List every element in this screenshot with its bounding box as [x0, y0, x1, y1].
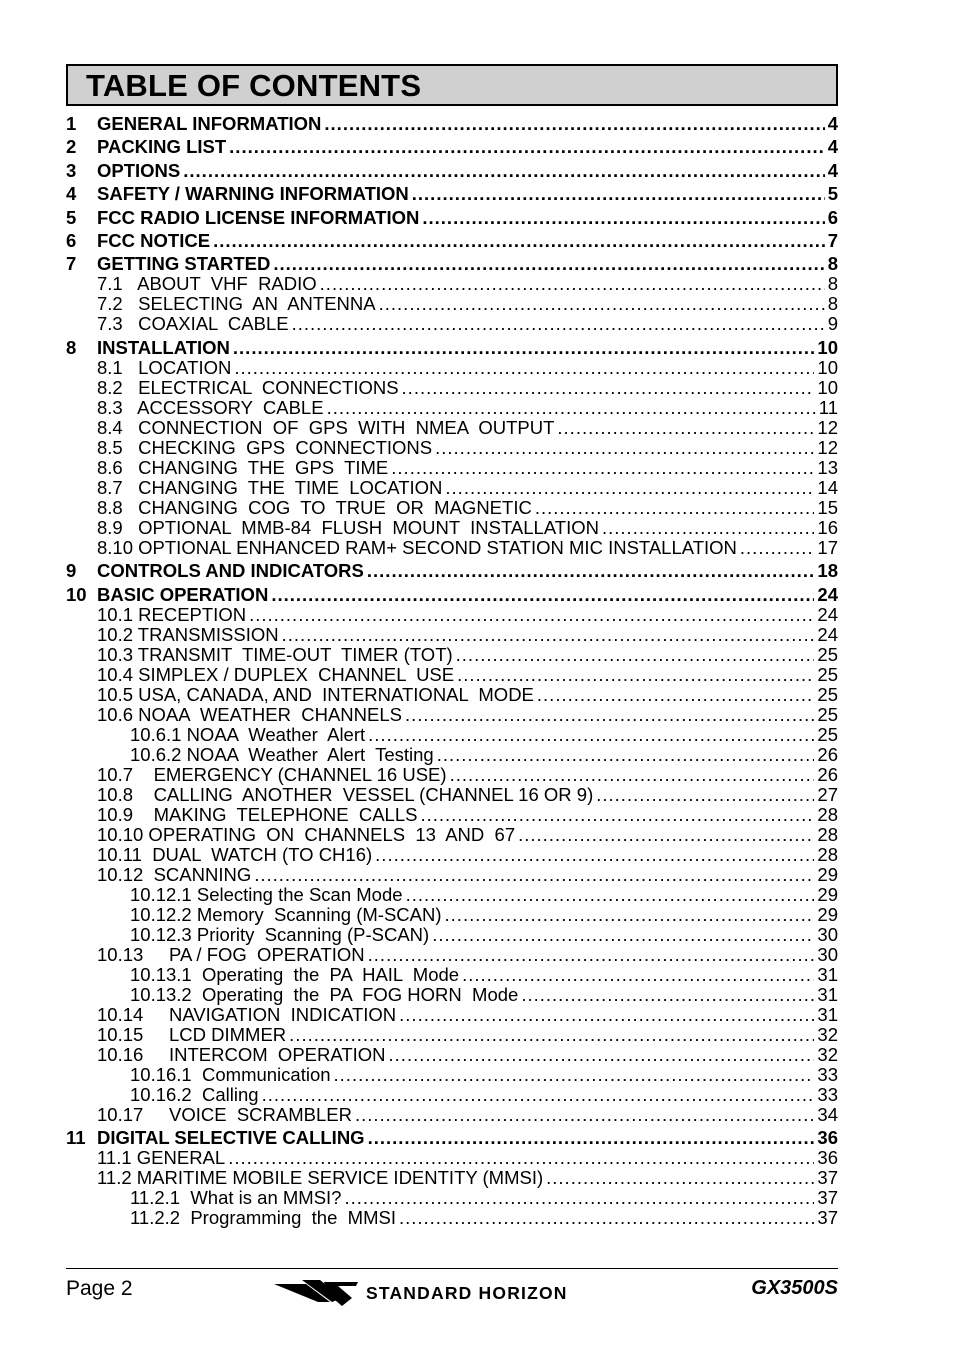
- toc-page-number: 36: [817, 1126, 838, 1148]
- dot-leader: [399, 1005, 814, 1025]
- toc-chapter-number: 3: [66, 159, 77, 181]
- toc-page-number: 25: [817, 723, 838, 745]
- dot-leader: [228, 1148, 814, 1168]
- toc-section-row: [66, 1025, 838, 1045]
- brand-logo: [272, 1278, 634, 1308]
- toc-entry-title: 8.9 OPTIONAL MMB-84 FLUSH MOUNT INSTALLATION: [97, 516, 599, 538]
- dot-leader: [537, 685, 815, 705]
- toc-page-number: 16: [817, 516, 838, 538]
- toc-page-number: 17: [817, 536, 838, 558]
- toc-entry-title: SAFETY / WARNING INFORMATION: [97, 183, 409, 205]
- toc-section-row: [66, 965, 838, 985]
- toc-chapter-number: 10: [66, 583, 87, 605]
- toc-page-number: 30: [817, 943, 838, 965]
- dot-leader: [324, 114, 824, 134]
- toc-page-number: 25: [817, 663, 838, 685]
- dot-leader: [546, 1168, 814, 1188]
- dot-leader: [535, 498, 815, 518]
- toc-page-number: 37: [817, 1206, 838, 1228]
- toc-section-row: [66, 705, 838, 725]
- toc-entry-title: GENERAL INFORMATION: [97, 113, 322, 134]
- dot-leader: [368, 725, 814, 745]
- toc-section-row: [66, 518, 838, 538]
- toc-page-number: 6: [827, 206, 838, 228]
- toc-page-number: 33: [817, 1083, 838, 1105]
- toc-section-row: [66, 1085, 838, 1105]
- toc-entry-title: 10.4 SIMPLEX / DUPLEX CHANNEL USE: [97, 663, 455, 685]
- toc-chapter-number: 8: [66, 336, 77, 358]
- dot-leader: [450, 765, 815, 785]
- toc-entry-title: 10.13.2 Operating the PA FOG HORN Mode: [130, 983, 519, 1005]
- dot-leader: [368, 1128, 815, 1148]
- toc-entry-title: 10.13 PA / FOG OPERATION: [97, 943, 365, 965]
- toc-entry-title: 10.6 NOAA WEATHER CHANNELS: [97, 703, 402, 725]
- toc-entry-title: INSTALLATION: [97, 336, 230, 358]
- toc-entry-title: 10.3 TRANSMIT TIME-OUT TIMER (TOT): [97, 643, 453, 665]
- toc-section-row: [66, 905, 838, 925]
- toc-entry-title: 11.2 MARITIME MOBILE SERVICE IDENTITY (MMSI): [97, 1166, 544, 1188]
- footer-divider: [66, 1268, 838, 1269]
- toc-entry-title: FCC RADIO LICENSE INFORMATION: [97, 206, 420, 228]
- toc-section-row: [66, 685, 838, 705]
- dot-leader: [445, 905, 815, 925]
- page-number: Page 2: [66, 1277, 133, 1300]
- dot-leader: [740, 538, 815, 558]
- toc-entry-title: PACKING LIST: [97, 136, 227, 158]
- toc-chapter-number: 6: [66, 229, 77, 251]
- toc-entry-title: 11.1 GENERAL: [97, 1146, 226, 1168]
- toc-page-number: 15: [817, 496, 838, 518]
- toc-entry-title: 8.10 OPTIONAL ENHANCED RAM+ SECOND STATION MIC INSTALLATION: [97, 536, 737, 558]
- toc-entry-title: 10.13.1 Operating the PA HAIL Mode: [130, 963, 460, 985]
- toc-entry-title: 10.6.2 NOAA Weather Alert Testing: [130, 743, 434, 765]
- toc-page-number: 28: [817, 803, 838, 825]
- toc-section-row: [66, 1105, 838, 1125]
- toc-entry-title: 7.3 COAXIAL CABLE: [97, 313, 289, 335]
- toc-chapter-number: 7: [66, 253, 77, 275]
- toc-page-number: 11: [818, 396, 838, 418]
- toc-section-row: [66, 885, 838, 905]
- toc-page-number: 29: [817, 863, 838, 885]
- toc-page-number: 24: [817, 623, 838, 645]
- toc-section-row: [66, 398, 838, 418]
- toc-entry-title: 10.12.2 Memory Scanning (M-SCAN): [130, 903, 442, 925]
- toc-page-number: 31: [817, 963, 838, 985]
- toc-entry-title: 10.14 NAVIGATION INDICATION: [97, 1003, 397, 1025]
- toc-page-number: 32: [817, 1043, 838, 1065]
- toc-entry-title: 8.2 ELECTRICAL CONNECTIONS: [97, 376, 399, 398]
- dot-leader: [292, 314, 825, 334]
- table-of-contents: [66, 114, 838, 1228]
- toc-section-row: [66, 1168, 838, 1188]
- toc-page-number: 12: [817, 416, 838, 438]
- dot-leader: [521, 985, 814, 1005]
- toc-section-row: [66, 645, 838, 665]
- toc-page-number: 13: [817, 456, 838, 478]
- toc-section-row: [66, 1148, 838, 1168]
- toc-page-number: 34: [817, 1103, 838, 1125]
- toc-section-row: [66, 498, 838, 518]
- dot-leader: [327, 398, 816, 418]
- toc-chapter-row: [66, 254, 838, 274]
- toc-section-row: [66, 625, 838, 645]
- toc-section-row: [66, 825, 838, 845]
- toc-entry-title: 10.12.1 Selecting the Scan Mode: [130, 883, 403, 905]
- model-number: GX3500S: [751, 1277, 838, 1299]
- toc-page-number: 4: [827, 159, 838, 181]
- toc-entry-title: 10.9 MAKING TELEPHONE CALLS: [97, 803, 418, 825]
- toc-section-row: [66, 438, 838, 458]
- toc-page-number: 26: [817, 743, 838, 765]
- toc-page-number: 25: [817, 703, 838, 725]
- toc-entry-title: 10.12 SCANNING: [97, 863, 252, 885]
- toc-entry-title: GETTING STARTED: [97, 253, 271, 275]
- toc-chapter-number: 1: [66, 113, 77, 134]
- toc-entry-title: 10.10 OPERATING ON CHANNELS 13 AND 67: [97, 823, 516, 845]
- toc-section-row: [66, 745, 838, 765]
- dot-leader: [432, 925, 814, 945]
- toc-section-row: [66, 845, 838, 865]
- dot-leader: [412, 184, 825, 204]
- toc-section-row: [66, 378, 838, 398]
- toc-page-number: 5: [827, 183, 838, 205]
- toc-entry-title: 10.5 USA, CANADA, AND INTERNATIONAL MODE: [97, 683, 534, 705]
- dot-leader: [320, 274, 825, 294]
- toc-entry-title: DIGITAL SELECTIVE CALLING: [97, 1126, 365, 1148]
- toc-chapter-number: 9: [66, 560, 77, 582]
- toc-section-row: [66, 314, 838, 334]
- toc-chapter-row: [66, 585, 838, 605]
- toc-section-row: [66, 945, 838, 965]
- toc-page-number: 8: [827, 273, 838, 295]
- toc-section-row: [66, 725, 838, 745]
- toc-chapter-row: [66, 338, 838, 358]
- toc-page-number: 29: [817, 883, 838, 905]
- dot-leader: [254, 865, 814, 885]
- dot-leader: [367, 561, 815, 581]
- toc-page-number: 8: [827, 253, 838, 275]
- dot-leader: [422, 208, 824, 228]
- toc-chapter-number: 4: [66, 183, 77, 205]
- toc-section-row: [66, 538, 838, 558]
- dot-leader: [271, 585, 814, 605]
- toc-entry-title: 10.16.2 Calling: [130, 1083, 259, 1105]
- toc-section-row: [66, 785, 838, 805]
- dot-leader: [406, 885, 815, 905]
- toc-page-number: 32: [817, 1023, 838, 1045]
- toc-chapter-row: [66, 184, 838, 204]
- toc-section-row: [66, 865, 838, 885]
- toc-section-row: [66, 1065, 838, 1085]
- toc-section-row: [66, 1208, 838, 1228]
- toc-entry-title: 8.7 CHANGING THE TIME LOCATION: [97, 476, 443, 498]
- toc-page-number: 31: [817, 1003, 838, 1025]
- toc-page-number: 4: [827, 113, 838, 134]
- dot-leader: [379, 294, 825, 314]
- dot-leader: [602, 518, 814, 538]
- toc-page-number: 37: [817, 1186, 838, 1208]
- dot-leader: [437, 745, 815, 765]
- toc-entry-title: 8.3 ACCESSORY CABLE: [97, 396, 324, 418]
- dot-leader: [445, 478, 814, 498]
- dot-leader: [399, 1208, 814, 1228]
- toc-section-row: [66, 765, 838, 785]
- toc-chapter-row: [66, 208, 838, 228]
- toc-section-row: [66, 665, 838, 685]
- brand-wave-icon: [272, 1278, 364, 1308]
- dot-leader: [389, 1045, 815, 1065]
- toc-entry-title: 8.5 CHECKING GPS CONNECTIONS: [97, 436, 433, 458]
- toc-entry-title: 8.8 CHANGING COG TO TRUE OR MAGNETIC: [97, 496, 532, 518]
- toc-chapter-row: [66, 114, 838, 134]
- toc-section-row: [66, 274, 838, 294]
- toc-entry-title: 10.7 EMERGENCY (CHANNEL 16 USE): [97, 763, 447, 785]
- dot-leader: [344, 1188, 814, 1208]
- toc-page-number: 29: [817, 903, 838, 925]
- toc-chapter-row: [66, 137, 838, 157]
- toc-entry-title: 10.16.1 Communication: [130, 1063, 331, 1085]
- dot-leader: [334, 1065, 815, 1085]
- dot-leader: [289, 1025, 814, 1045]
- toc-section-row: [66, 1005, 838, 1025]
- toc-page-number: 9: [827, 313, 838, 335]
- toc-entry-title: 10.8 CALLING ANOTHER VESSEL (CHANNEL 16 OR 9): [97, 783, 594, 805]
- dot-leader: [183, 161, 824, 181]
- toc-chapter-number: 5: [66, 206, 77, 228]
- dot-leader: [462, 965, 814, 985]
- toc-entry-title: 8.1 LOCATION: [97, 356, 232, 378]
- toc-section-row: [66, 605, 838, 625]
- toc-section-row: [66, 358, 838, 378]
- brand-name: STANDARD HORIZON: [366, 1283, 568, 1303]
- toc-entry-title: BASIC OPERATION: [97, 583, 269, 605]
- toc-page-number: 28: [817, 843, 838, 865]
- toc-section-row: [66, 294, 838, 314]
- toc-entry-title: 10.1 RECEPTION: [97, 603, 247, 625]
- toc-page-number: 25: [817, 643, 838, 665]
- dot-leader: [375, 845, 814, 865]
- toc-section-row: [66, 805, 838, 825]
- dot-leader: [262, 1085, 815, 1105]
- dot-leader: [249, 605, 814, 625]
- dot-leader: [405, 705, 814, 725]
- toc-page-number: 25: [817, 683, 838, 705]
- dot-leader: [402, 378, 815, 398]
- toc-page-number: 4: [827, 136, 838, 158]
- toc-entry-title: 8.6 CHANGING THE GPS TIME: [97, 456, 389, 478]
- dot-leader: [355, 1105, 814, 1125]
- toc-entry-title: 10.11 DUAL WATCH (TO CH16): [97, 843, 373, 865]
- dot-leader: [518, 825, 814, 845]
- toc-entry-title: OPTIONS: [97, 159, 181, 181]
- toc-section-row: [66, 925, 838, 945]
- toc-page-number: 37: [817, 1166, 838, 1188]
- toc-section-row: [66, 418, 838, 438]
- toc-chapter-number: 2: [66, 136, 77, 158]
- toc-entry-title: 10.15 LCD DIMMER: [97, 1023, 287, 1045]
- dot-leader: [368, 945, 815, 965]
- toc-page-number: 18: [817, 560, 838, 582]
- toc-entry-title: CONTROLS AND INDICATORS: [97, 560, 364, 582]
- dot-leader: [420, 805, 814, 825]
- dot-leader: [596, 785, 814, 805]
- toc-chapter-row: [66, 561, 838, 581]
- toc-title-box: [66, 64, 838, 106]
- toc-section-row: [66, 458, 838, 478]
- toc-chapter-row: [66, 1128, 838, 1148]
- toc-page-number: 24: [817, 603, 838, 625]
- toc-page-number: 36: [817, 1146, 838, 1168]
- toc-chapter-row: [66, 161, 838, 181]
- toc-entry-title: FCC NOTICE: [97, 229, 211, 251]
- dot-leader: [234, 358, 814, 378]
- toc-entry-title: 7.1 ABOUT VHF RADIO: [97, 273, 317, 295]
- toc-entry-title: 10.2 TRANSMISSION: [97, 623, 279, 645]
- toc-page-number: 31: [817, 983, 838, 1005]
- toc-section-row: [66, 1188, 838, 1208]
- toc-entry-title: 7.2 SELECTING AN ANTENNA: [97, 293, 376, 315]
- dot-leader: [391, 458, 814, 478]
- toc-section-row: [66, 478, 838, 498]
- toc-page-number: 12: [817, 436, 838, 458]
- toc-page-number: 33: [817, 1063, 838, 1085]
- toc-section-row: [66, 985, 838, 1005]
- toc-entry-title: 10.6.1 NOAA Weather Alert: [130, 723, 366, 745]
- toc-page-number: 10: [817, 336, 838, 358]
- toc-entry-title: 10.17 VOICE SCRAMBLER: [97, 1103, 352, 1125]
- dot-leader: [557, 418, 814, 438]
- page-title: TABLE OF CONTENTS: [86, 68, 422, 103]
- toc-page-number: 10: [817, 376, 838, 398]
- toc-entry-title: 10.12.3 Priority Scanning (P-SCAN): [130, 923, 430, 945]
- toc-page-number: 28: [817, 823, 838, 845]
- toc-page-number: 30: [817, 923, 838, 945]
- dot-leader: [456, 645, 815, 665]
- toc-entry-title: 10.16 INTERCOM OPERATION: [97, 1043, 386, 1065]
- toc-page-number: 24: [817, 583, 838, 605]
- dot-leader: [233, 338, 815, 358]
- dot-leader: [273, 254, 824, 274]
- toc-entry-title: 11.2.2 Programming the MMSI: [130, 1206, 396, 1228]
- toc-page-number: 8: [827, 293, 838, 315]
- toc-page-number: 27: [817, 783, 838, 805]
- dot-leader: [435, 438, 814, 458]
- dot-leader: [213, 231, 825, 251]
- toc-page-number: 14: [817, 476, 838, 498]
- toc-page-number: 26: [817, 763, 838, 785]
- dot-leader: [229, 137, 825, 157]
- toc-page-number: 10: [817, 356, 838, 378]
- toc-entry-title: 8.4 CONNECTION OF GPS WITH NMEA OUTPUT: [97, 416, 555, 438]
- dot-leader: [457, 665, 814, 685]
- toc-entry-title: 11.2.1 What is an MMSI?: [130, 1186, 342, 1208]
- toc-page-number: 7: [827, 229, 838, 251]
- toc-chapter-row: [66, 231, 838, 251]
- toc-section-row: [66, 1045, 838, 1065]
- dot-leader: [282, 625, 815, 645]
- toc-chapter-number: 11: [66, 1126, 86, 1148]
